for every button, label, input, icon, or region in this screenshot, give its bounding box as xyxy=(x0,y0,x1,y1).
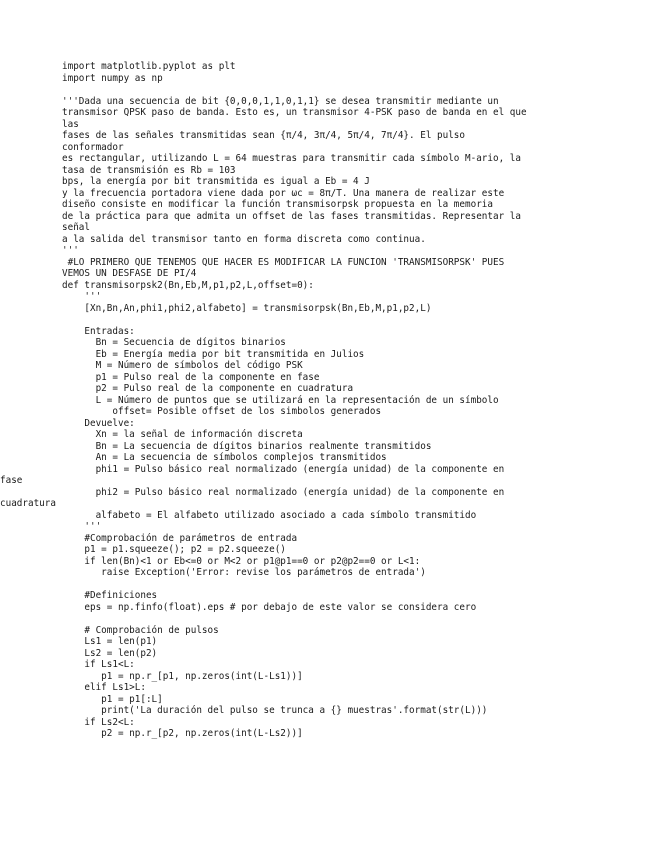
code-line: transmisor QPSK paso de banda. Esto es, un transmisor 4-PSK paso de banda en el que xyxy=(62,107,527,118)
code-line: M = Número de símbolos del código PSK xyxy=(62,360,303,371)
code-line: VEMOS UN DESFASE DE PI/4 xyxy=(62,268,197,279)
code-line: L = Número de puntos que se utilizará en la representación de un símbolo xyxy=(62,394,499,406)
code-line: import numpy as np xyxy=(62,72,163,84)
code-line: a la salida del transmisor tanto en forma discreta como continua. xyxy=(62,233,426,245)
code-line: Entradas: xyxy=(62,325,135,337)
code-line: [Xn,Bn,An,phi1,phi2,alfabeto] = transmisorpsk(Bn,Eb,M,p1,p2,L) xyxy=(62,302,432,314)
code-line: phi1 = Pulso básico real normalizado (energía unidad) de la componente en xyxy=(62,463,505,475)
code-line: cuadratura xyxy=(0,498,56,509)
code-line: eps = np.finfo(float).eps # por debajo de este valor se considera cero xyxy=(62,601,477,613)
code-line: '''Dada una secuencia de bit {0,0,0,1,1,0,1,1} se desea transmitir mediante un xyxy=(62,95,499,107)
code-line: p2 = Pulso real de la componente en cuadratura xyxy=(62,383,354,394)
code-line xyxy=(62,613,622,625)
code-line: p1 = p1.squeeze(); p2 = p2.squeeze() xyxy=(62,544,286,555)
code-line: tasa de transmisión es Rb = 103 xyxy=(62,164,236,176)
code-line: p1 = np.r_[p1, np.zeros(int(L-Ls1))] xyxy=(62,670,303,682)
code-line: de la práctica para que admita un offset de las fases transmitidas. Representar la xyxy=(62,210,521,222)
code-line: ''' xyxy=(62,521,102,532)
code-line: Bn = Secuencia de dígitos binarios xyxy=(62,337,286,348)
code-line: elif Ls1>L: xyxy=(62,682,146,693)
code-line: las xyxy=(62,118,79,130)
code-line: diseño consiste en modificar la función transmisorpsk propuesta en la memoria xyxy=(62,199,493,210)
code-line: import matplotlib.pyplot as plt xyxy=(62,61,236,72)
code-line: if Ls2<L: xyxy=(62,716,135,728)
code-line: conformador xyxy=(62,141,124,153)
code-line: ''' xyxy=(62,245,79,256)
code-line: Ls2 = len(p2) xyxy=(62,647,158,659)
code-line: offset= Posible offset de los simbolos generados xyxy=(62,406,382,417)
code-line: phi2 = Pulso básico real normalizado (energía unidad) de la componente en xyxy=(62,486,505,498)
code-block xyxy=(0,61,622,740)
code-line: # Comprobación de pulsos xyxy=(62,624,219,636)
code-line: p1 = p1[:L] xyxy=(62,693,163,705)
code-line xyxy=(62,579,622,591)
code-line: print('La duración del pulso se trunca a {} muestras'.format(str(L))) xyxy=(62,705,488,716)
code-line: #LO PRIMERO QUE TENEMOS QUE HACER ES MODIFICAR LA FUNCION 'TRANSMISORPSK' PUES xyxy=(62,256,505,268)
code-line xyxy=(62,314,622,326)
code-line: Devuelve: xyxy=(62,417,135,429)
code-line: p2 = np.r_[p2, np.zeros(int(L-Ls2))] xyxy=(62,728,303,739)
code-line xyxy=(62,84,622,96)
code-line: señal xyxy=(62,222,90,233)
code-line: y la frecuencia portadora viene dada por ωc = 8π/T. Una manera de realizar este xyxy=(62,187,505,199)
code-line: p1 = Pulso real de la componente en fase xyxy=(62,371,320,383)
code-line: alfabeto = El alfabeto utilizado asociado a cada símbolo transmitido xyxy=(62,509,477,521)
code-line: if len(Bn)<1 or Eb<=0 or M<2 or p1@p1==0 or p2@p2==0 or L<1: xyxy=(62,555,421,567)
code-line: ''' xyxy=(62,291,102,302)
code-line: fases de las señales transmitidas sean {π/4, 3π/4, 5π/4, 7π/4}. El pulso xyxy=(62,130,465,141)
code-line: An = La secuencia de símbolos complejos transmitidos xyxy=(62,452,387,463)
code-line: bps, la energía por bit transmitida es igual a Eb = 4 J xyxy=(62,176,370,187)
code-line: if Ls1<L: xyxy=(62,659,135,670)
code-line: Bn = La secuencia de dígitos binarios realmente transmitidos xyxy=(62,440,432,452)
code-line: #Comprobación de parámetros de entrada xyxy=(62,532,298,544)
code-line: #Definiciones xyxy=(62,590,158,601)
code-line: Eb = Energía media por bit transmitida en Julios xyxy=(62,348,365,360)
code-line: def transmisorpsk2(Bn,Eb,M,p1,p2,L,offset=0): xyxy=(62,279,314,291)
code-line: Ls1 = len(p1) xyxy=(62,636,158,647)
code-line: raise Exception('Error: revise los parámetros de entrada') xyxy=(62,567,426,578)
code-line: fase xyxy=(0,475,23,486)
code-line: es rectangular, utilizando L = 64 muestras para transmitir cada símbolo M-ario, la xyxy=(62,153,521,164)
code-line: Xn = la señal de información discreta xyxy=(62,429,303,440)
